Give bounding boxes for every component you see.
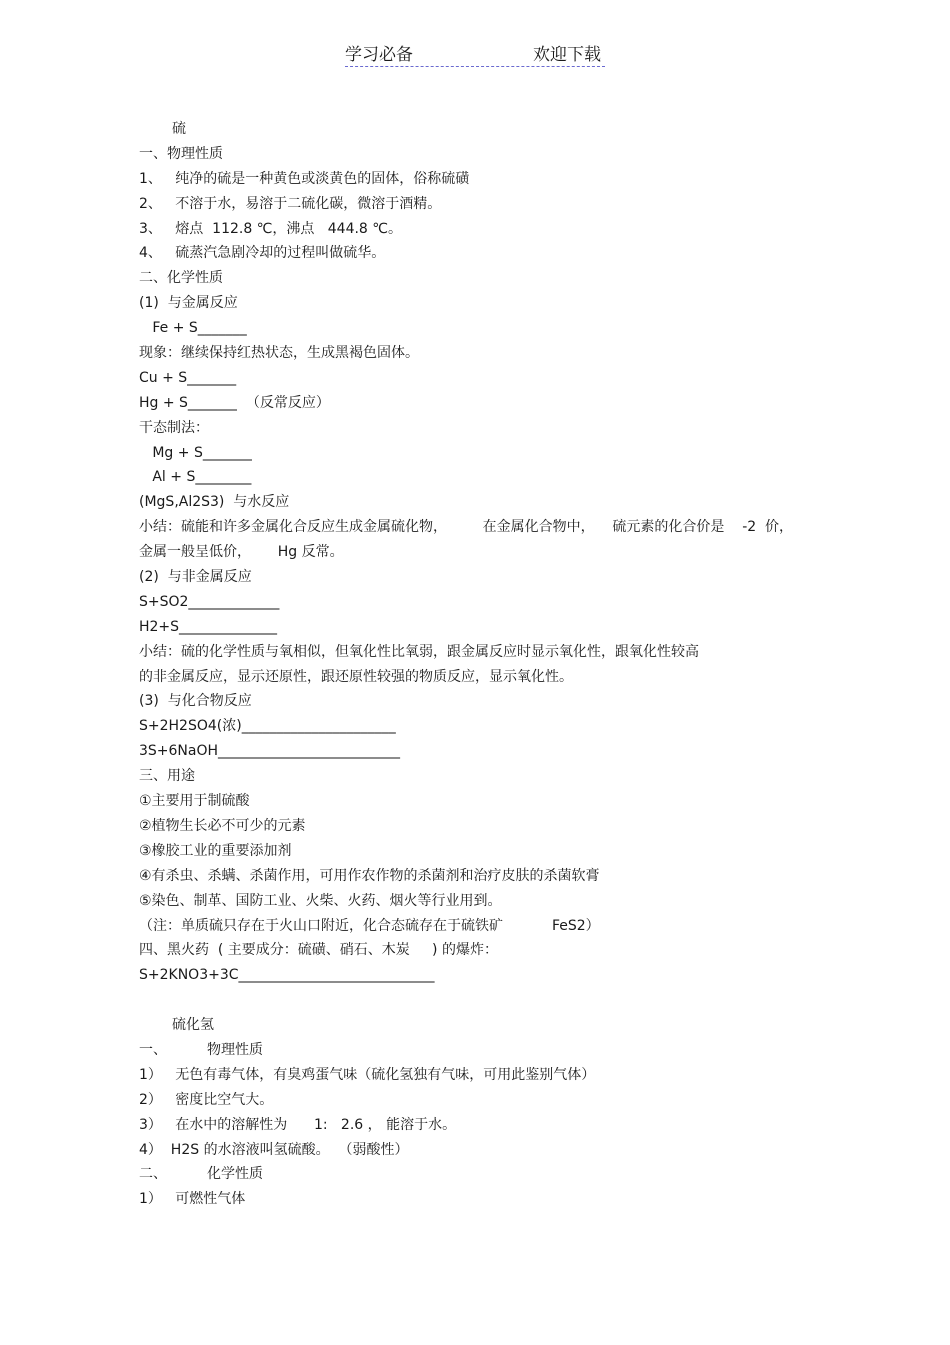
text-line: 小结：硫的化学性质与氧相似，但氧化性比氧弱，跟金属反应时显示氧化性，跟氧化性较高: [139, 643, 699, 660]
heading-chemical-properties: 二、化学性质: [139, 270, 223, 287]
header-left-text: 学习必备: [345, 45, 413, 65]
heading-chemical-properties: 二、 化学性质: [139, 1166, 264, 1183]
subheading: (2) 与非金属反应: [139, 569, 252, 586]
note-line: （注：单质硫只存在于火山口附近，化合态硫存在于硫铁矿 FeS2）: [139, 917, 600, 934]
equation-line: 3S+6NaOH__________________________: [139, 743, 401, 760]
list-item: ⑤染色、制革、国防工业、火柴、火药、烟火等行业用到。: [139, 892, 502, 909]
equation-line: Mg + S_______: [139, 444, 252, 461]
text-line: 2、 不溶于水，易溶于二硫化碳，微溶于酒精。: [139, 195, 442, 212]
section-title-sulfur: 硫: [172, 121, 186, 137]
blank-line: [139, 988, 839, 1013]
equation-line: S+SO2_____________: [139, 593, 280, 610]
list-item: ②植物生长必不可少的元素: [139, 817, 306, 834]
text-line: 的非金属反应，显示还原性，跟还原性较强的物质反应，显示氧化性。: [139, 668, 573, 685]
equation-line: S+2KNO3+3C____________________________: [139, 967, 435, 984]
subheading: (1) 与金属反应: [139, 295, 238, 312]
text-line: 3、 熔点 112.8 ℃，沸点 444.8 ℃。: [139, 220, 403, 237]
text-line: 小结：硫能和许多金属化合反应生成金属硫化物， 在金属化合物中， 硫元素的化合价是 -2 价，: [139, 519, 794, 536]
text-line: 干态制法：: [139, 419, 209, 436]
page-header: [345, 40, 605, 67]
equation-line: Hg + S_______ （反常反应）: [139, 394, 330, 411]
list-item: ④有杀虫、杀螨、杀菌作用，可用作农作物的杀菌剂和治疗皮肤的杀菌软膏: [139, 867, 600, 884]
equation-line: Al + S________: [139, 469, 252, 486]
equation-line: Cu + S_______: [139, 369, 237, 386]
text-line: 3） 在水中的溶解性为 1: 2.6 ， 能溶于水。: [139, 1116, 457, 1133]
equation-line: Fe + S_______: [139, 320, 247, 337]
text-line: 金属一般呈低价， Hg 反常。: [139, 544, 344, 561]
equation-line: H2+S______________: [139, 618, 278, 635]
text-line: 1） 可燃性气体: [139, 1191, 246, 1208]
text-line: 1、 纯净的硫是一种黄色或淡黄色的固体，俗称硫磺: [139, 170, 470, 187]
heading-uses: 三、用途: [139, 768, 195, 785]
subheading: (3) 与化合物反应: [139, 693, 252, 710]
text-line: 4、 硫蒸汽急剧冷却的过程叫做硫华。: [139, 245, 386, 262]
heading-physical-properties: 一、 物理性质: [139, 1041, 264, 1058]
document-body: [139, 117, 839, 1212]
list-item: ①主要用于制硫酸: [139, 793, 250, 810]
heading-physical-properties: 一、物理性质: [139, 145, 223, 162]
text-line: 4） H2S 的水溶液叫氢硫酸。 （弱酸性）: [139, 1141, 409, 1158]
text-line: (MgS,Al2S3) 与水反应: [139, 494, 290, 511]
list-item: ③橡胶工业的重要添加剂: [139, 842, 292, 859]
text-line: 现象：继续保持红热状态，生成黑褐色固体。: [139, 345, 419, 362]
text-line: 1） 无色有毒气体，有臭鸡蛋气味（硫化氢独有气味，可用此鉴别气体）: [139, 1066, 596, 1083]
section-title-hydrogen-sulfide: 硫化氢: [172, 1017, 214, 1034]
text-line: 2） 密度比空气大。: [139, 1091, 274, 1108]
equation-line: S+2H2SO4(浓)______________________: [139, 718, 396, 735]
heading-black-powder: 四、黑火药 ( 主要成分：硫磺、硝石、木炭 ) 的爆炸：: [139, 942, 498, 959]
header-right-text: 欢迎下载: [533, 45, 601, 65]
